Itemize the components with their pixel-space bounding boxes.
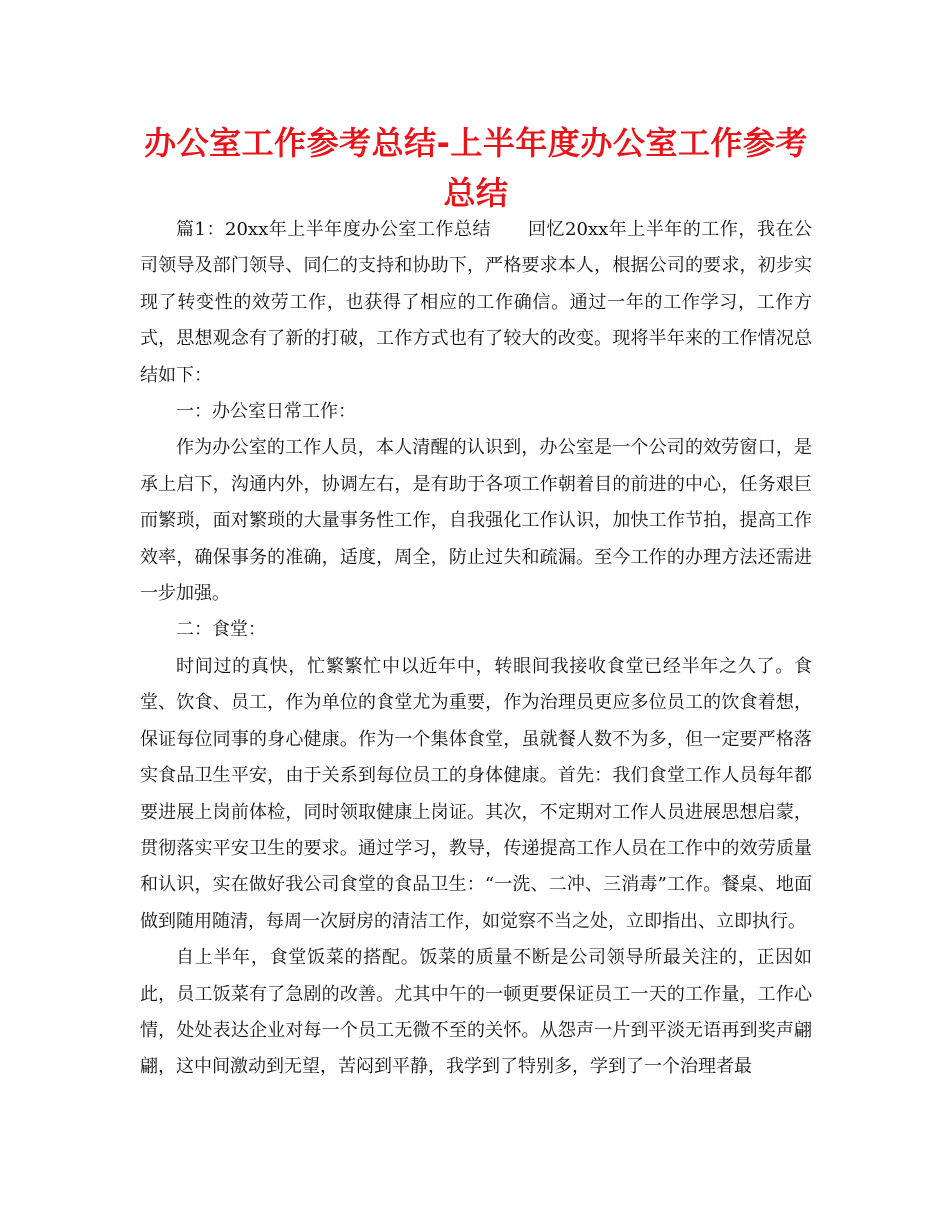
paragraph-canteen-meals: 自上半年，食堂饭菜的搭配。饭菜的质量不断是公司领导所最关注的，正因如此，员工饭菜有了急剧的改善。尤其中午的一顿更要保证员工一天的工作量，工作心情，处处表达企业对每一个员工无微不至的关怀。从怨声一片到平淡无语再到奖声翩翩，这中间激动到无望，苦闷到平静，我学到了特别多，学到了一个治理者最 [140, 947, 812, 1078]
paragraph-canteen: 时间过的真快，忙繁繁忙中以近年中，转眼间我接收食堂已经半年之久了。食堂、饮食、员工，作为单位的食堂尤为重要，作为治理员更应多位员工的饮食着想，保证每位同事的身心健康。作为一个集体食堂，虽就餐人数不为多，但一定要严格落实食品卫生平安，由于关系到每位员工的身体健康。首先：我们食堂工作人员每年都要进展上岗前体检，同时领取健康上岗证。其次，不定期对工作人员进展思想启蒙，贯彻落实平安卫生的要求。通过学习，教导，传递提高工作人员在工作中的效劳质量和认识，实在做好我公司食堂的食品卫生：“一洗、二冲、三消毒”工作。餐桌、地面做到随用随清，每周一次厨房的清洁工作，如觉察不当之处，立即指出、立即执行。 [140, 655, 812, 932]
document-title: 办公室工作参考总结-上半年度办公室工作参考总结 [144, 124, 808, 212]
paragraph-intro: 篇1：20xx年上半年度办公室工作总结 回忆20xx年上半年的工作，我在公司领导及部门领导、同仁的支持和协助下，严格要求本人，根据公司的要求，初步实现了转变性的效劳工作，也获得了相应的工作确信。通过一年的工作学习，工作方式，思想观念有了新的打破，工作方式也有了较大的改变。现将半年来的工作情况总结如下： [140, 219, 812, 386]
section-heading-canteen: 二：食堂： [176, 619, 266, 641]
paragraph-office-daily-work: 作为办公室的工作人员，本人清醒的认识到，办公室是一个公司的效劳窗口，是承上启下，沟通内外，协调左右，是有助于各项工作朝着目的前进的中心，任务艰巨而繁琐，面对繁琐的大量事务性工作，自我强化工作认识，加快工作节拍，提高工作效率，确保事务的准确，适度，周全，防止过失和疏漏。至今工作的办理方法还需进一步加强。 [140, 437, 812, 605]
section-heading-office-daily-work: 一：办公室日常工作： [176, 401, 356, 423]
document-body [140, 212, 812, 1086]
